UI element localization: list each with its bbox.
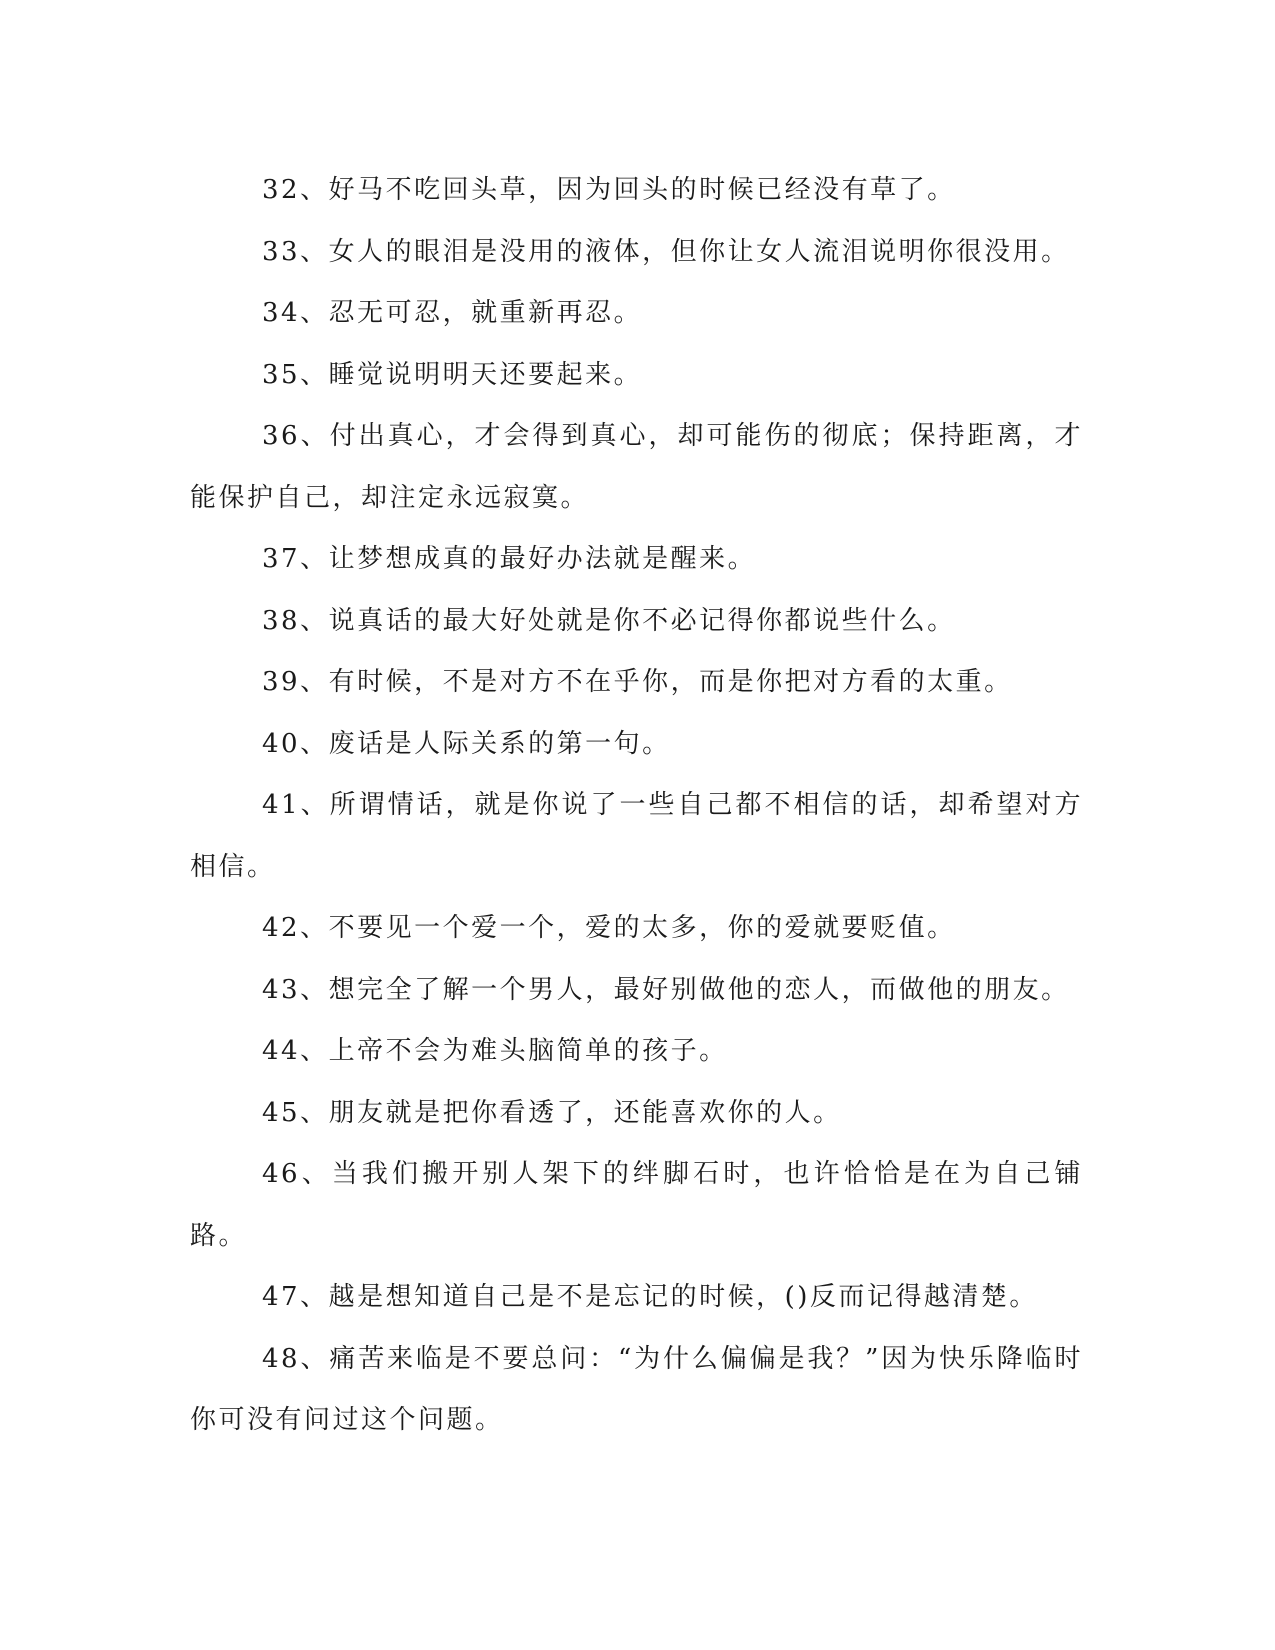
paragraph-33: 33、女人的眼泪是没用的液体，但你让女人流泪说明你很没用。 [262,236,1070,267]
paragraph-48: 48、痛苦来临是不要总问：“为什么偏偏是我？”因为快乐降临时你可没有问过这个问题。 [190,1343,1083,1435]
paragraph-37: 37、让梦想成真的最好办法就是醒来。 [262,544,757,574]
paragraph-41: 41、所谓情话，就是你说了一些自己都不相信的话，却希望对方相信。 [190,790,1083,882]
document-body [190,160,1083,1452]
paragraph-32: 32、好马不吃回头草，因为回头的时候已经没有草了。 [262,175,956,205]
paragraph-47: 47、越是想知道自己是不是忘记的时候，()反而记得越清楚。 [262,1282,1038,1312]
paragraph-45: 45、朋友就是把你看透了，还能喜欢你的人。 [262,1097,842,1128]
paragraph-39: 39、有时候，不是对方不在乎你，而是你把对方看的太重。 [262,667,1013,697]
paragraph-40: 40、废话是人际关系的第一句。 [262,728,671,759]
paragraph-38: 38、说真话的最大好处就是你不必记得你都说些什么。 [262,605,956,636]
paragraph-44: 44、上帝不会为难头脑简单的孩子。 [262,1036,728,1066]
paragraph-36: 36、付出真心，才会得到真心，却可能伤的彻底；保持距离，才能保护自己，却注定永远寂寞。 [190,421,1083,513]
paragraph-42: 42、不要见一个爱一个，爱的太多，你的爱就要贬值。 [262,913,956,943]
paragraph-35: 35、睡觉说明明天还要起来。 [262,359,643,390]
paragraph-34: 34、忍无可忍，就重新再忍。 [262,298,643,328]
paragraph-43: 43、想完全了解一个男人，最好别做他的恋人，而做他的朋友。 [262,974,1070,1005]
paragraph-46: 46、当我们搬开别人架下的绊脚石时，也许恰恰是在为自己铺路。 [190,1159,1083,1251]
